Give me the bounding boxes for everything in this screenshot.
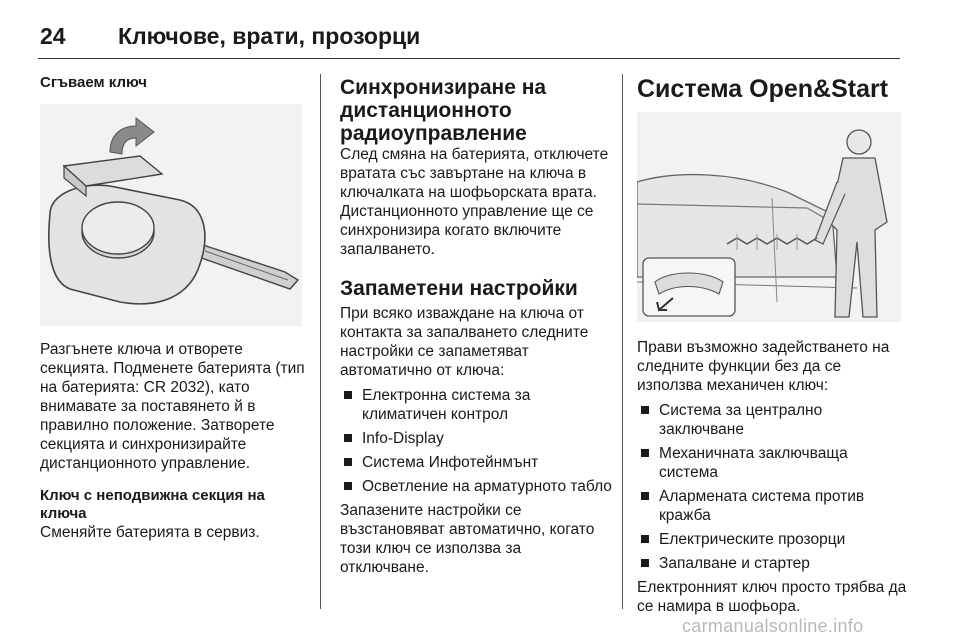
car-door-person-drawing bbox=[637, 112, 901, 322]
section-heading: Система Open&Start bbox=[637, 75, 889, 103]
electronic-key-note: Електронният ключ просто трябва да се намира в шофьора. bbox=[637, 579, 907, 615]
list-item: Запалване и стартер bbox=[639, 554, 907, 573]
section-heading: Синхронизиране на дистанционното радиоуправление bbox=[340, 76, 547, 145]
column-divider bbox=[320, 74, 321, 609]
open-start-illustration bbox=[637, 112, 901, 322]
open-start-intro: Прави възможно задействането на следните функции без да се използва механичен ключ: bbox=[637, 339, 890, 394]
key-battery-illustration bbox=[40, 104, 302, 326]
bullet-icon bbox=[641, 559, 649, 567]
bullet-icon bbox=[641, 449, 649, 457]
section-heading: Сгъваем ключ bbox=[40, 74, 147, 91]
list-item: Механичната заключваща система bbox=[639, 444, 907, 482]
page-header bbox=[38, 10, 900, 59]
column-middle bbox=[340, 74, 612, 577]
bullet-icon bbox=[641, 535, 649, 543]
bullet-icon bbox=[344, 482, 352, 490]
memory-restore-note: Запазените настройки се възстановяват автоматично, когато този ключ се използва за отключване. bbox=[340, 502, 595, 576]
open-start-list bbox=[637, 401, 907, 573]
service-note: Сменяйте батерията в сервиз. bbox=[40, 524, 260, 541]
folding-key-drawing bbox=[40, 104, 302, 326]
bullet-icon bbox=[344, 458, 352, 466]
memory-intro: При всяко изваждане на ключа от контакта за запалването следните настройки се запаметяват автоматично от ключа: bbox=[340, 305, 589, 379]
bullet-icon bbox=[641, 492, 649, 500]
subsection-heading: Ключ с неподвижна секция на ключа bbox=[40, 487, 265, 522]
list-item: Система Инфотейнмънт bbox=[342, 453, 612, 472]
list-item: Алармената система против кражба bbox=[639, 487, 907, 525]
page-number: 24 bbox=[40, 23, 66, 49]
bullet-icon bbox=[344, 391, 352, 399]
watermark: carmanualsonline.info bbox=[682, 616, 864, 636]
bullet-icon bbox=[641, 406, 649, 414]
memory-list bbox=[340, 386, 612, 496]
sync-instructions: След смяна на батерията, отключете вратата със завъртане на ключа в ключалката на шофьорската врата. Дистанционното управление ще се синхронизира когато включите запалването. bbox=[340, 146, 609, 258]
list-item: Система за централно заключване bbox=[639, 401, 907, 439]
column-divider bbox=[622, 74, 623, 609]
list-item: Електронна система за климатичен контрол bbox=[342, 386, 612, 424]
column-left bbox=[40, 74, 308, 542]
page-title: Ключове, врати, прозорци bbox=[118, 23, 421, 49]
list-item: Осветление на арматурното табло bbox=[342, 477, 612, 496]
bullet-icon bbox=[344, 434, 352, 442]
list-item: Електрическите прозорци bbox=[639, 530, 907, 549]
section-heading: Запаметени настройки bbox=[340, 277, 578, 300]
battery-instructions: Разгънете ключа и отворете секцията. Подменете батерията (тип на батерията: CR 2032), като внимавате за поставянето й в правилно положение. Затворете секцията и синхронизирайте дистанционното управление. bbox=[40, 341, 305, 472]
list-item: Info-Display bbox=[342, 429, 612, 448]
column-right bbox=[637, 74, 907, 616]
